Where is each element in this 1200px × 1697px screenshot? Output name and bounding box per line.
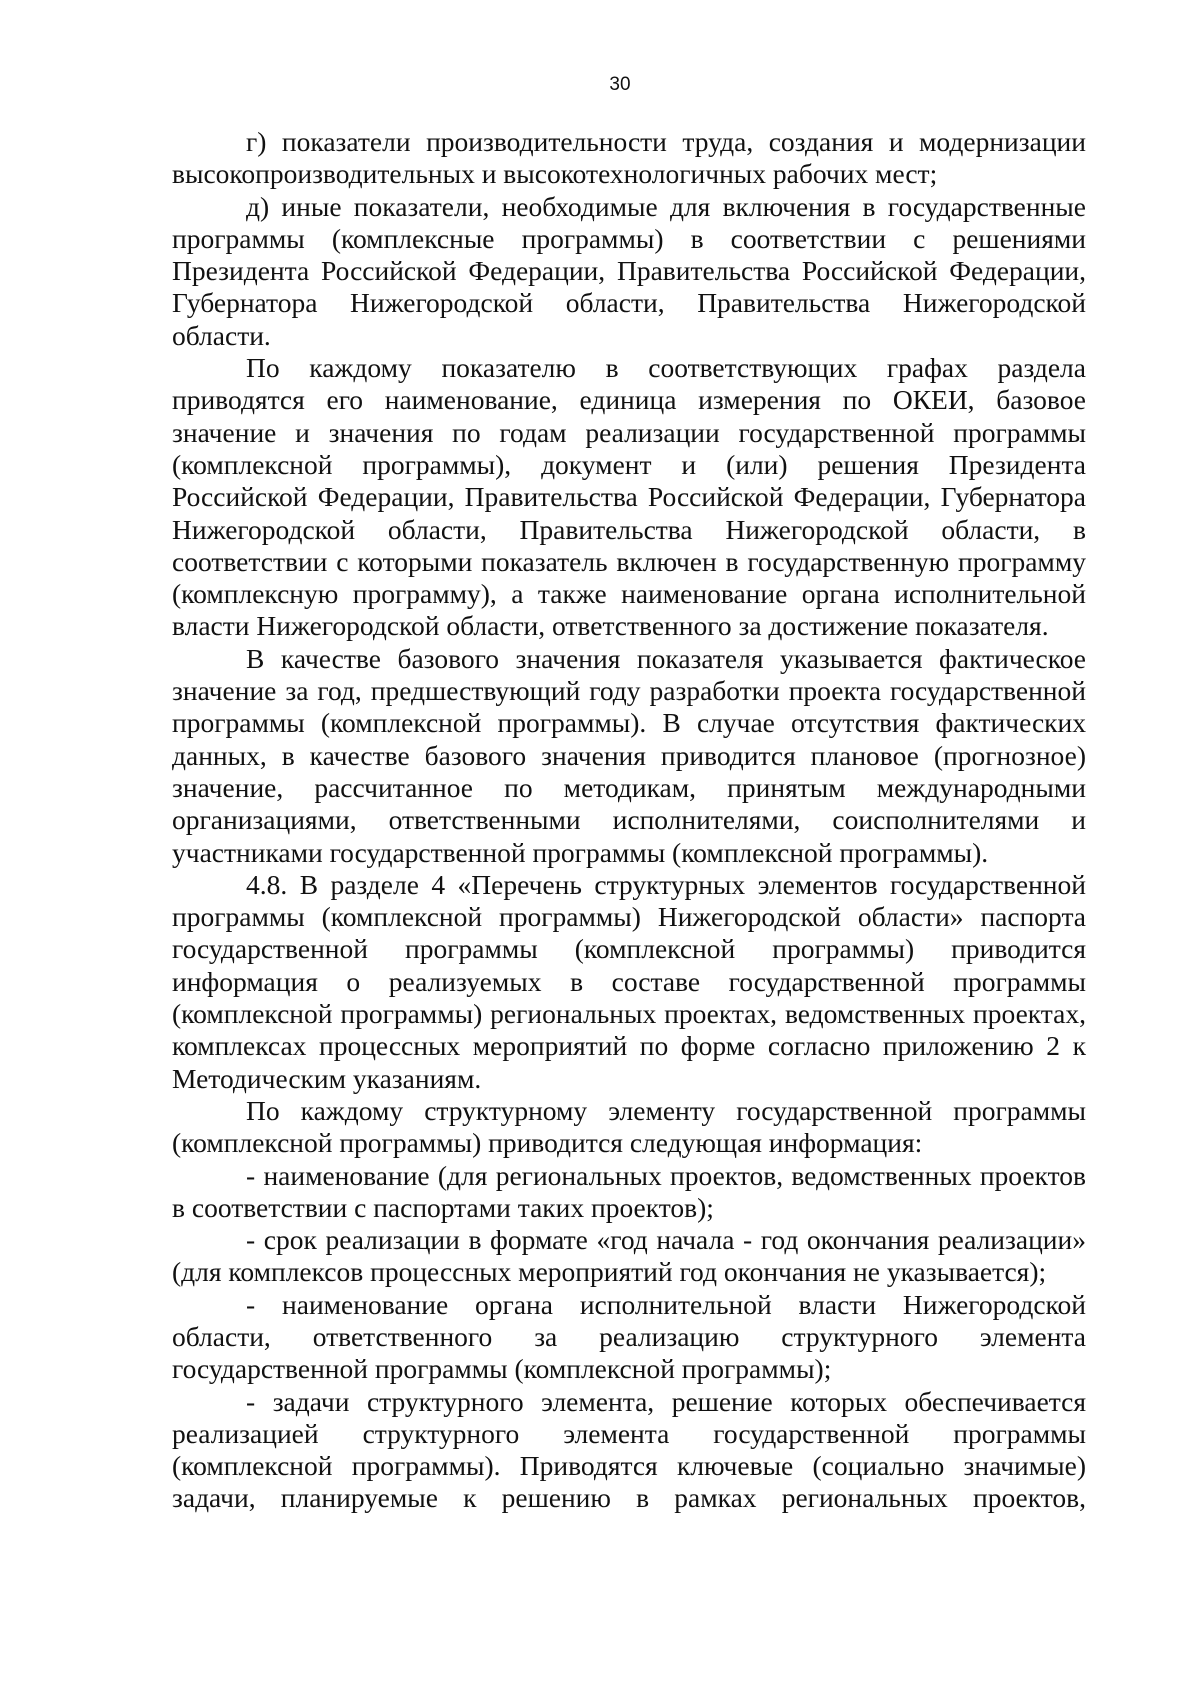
list-item-name: - наименование (для региональных проектов, ведомственных проектов в соответствии с паспортами таких проектов); [172,1159,1086,1223]
paragraph-structural-element-info: По каждому структурному элементу государственной программы (комплексной программы) приводится следующая информация: [172,1094,1086,1159]
paragraph-item-g: г) показатели производительности труда, создания и модернизации высокопроизводительных и высокотехнологичных рабочих мест; [172,126,1086,190]
page-number: 30 [609,74,631,95]
paragraph-base-value: В качестве базового значения показателя указывается фактическое значение за год, предшествующий году разработки проекта государственной программы (комплексной программы). В случае отсутствия фактических данных, в качестве базового значения приводится плановое (прогнозное) значение, рассчитанное по методикам, принятым международными организациями, ответственными исполнителями, соисполнителями и участниками государственной программы (комплексной программы). [172,642,1086,868]
paragraph-section-4-8: 4.8. В разделе 4 «Перечень структурных элементов государственной программы (комплексной программы) Нижегородской области» паспорта государственной программы (комплексной программы) приводится информация о реализуемых в составе государственной программы (комплексной программы) региональных проектах, ведомственных проектах, комплексах процессных мероприятий по форме согласно приложению 2 к Методическим указаниям. [172,868,1086,1094]
list-item-responsible-body: - наименование органа исполнительной власти Нижегородской области, ответственного за реализацию структурного элемента государственной программы (комплексной программы); [172,1288,1086,1385]
list-item-tasks: - задачи структурного элемента, решение которых обеспечивается реализацией структурного элемента государственной программы (комплексной программы). Приводятся ключевые (социально значимые) задачи, планируемые к решению в рамках региональных проектов, [172,1385,1086,1514]
document-body [172,126,1086,1515]
list-item-term: - срок реализации в формате «год начала - год окончания реализации» (для комплексов процессных мероприятий год окончания не указывается); [172,1224,1086,1288]
paragraph-item-d: д) иные показатели, необходимые для включения в государственные программы (комплексные программы) в соответствии с решениями Президента Российской Федерации, Правительства Российской Федерации, Губернатора Нижегородской области, Правительства Нижегородской области. [172,190,1086,351]
paragraph-indicators-description: По каждому показателю в соответствующих графах раздела приводятся его наименование, единица измерения по ОКЕИ, базовое значение и значения по годам реализации государственной программы (комплексной программы), документ и (или) решения Президента Российской Федерации, Правительства Российской Федерации, Губернатора Нижегородской области, Правительства Нижегородской области, в соответствии с которыми показатель включен в государственную программу (комплексную программу), а также наименование органа исполнительной власти Нижегородской области, ответственного за достижение показателя. [172,352,1086,642]
